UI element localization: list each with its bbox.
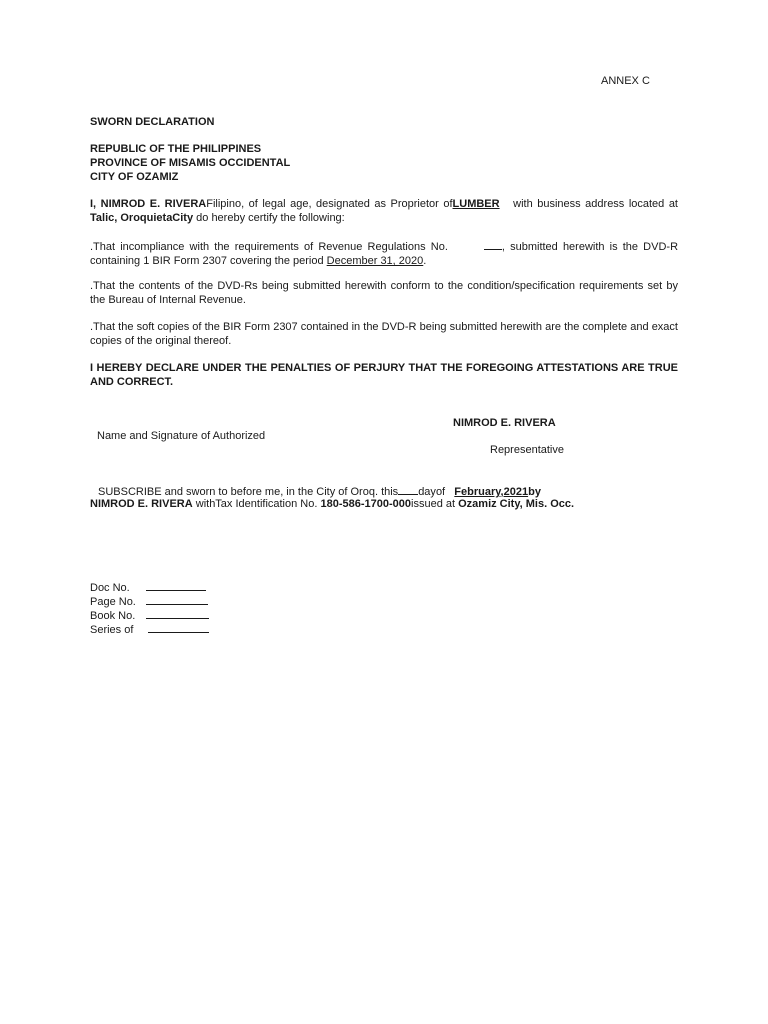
- paragraph-regulations: .That incompliance with the requirements of Revenue Regulations No. , submitted herewith is the DVD-R containing 1 BIR Form 2307 covering the period December 31, 2020.: [90, 238, 678, 268]
- page-no-blank: [146, 593, 208, 605]
- paragraph-contents: .That the contents of the DVD-Rs being submitted herewith conform to the condition/specification requirements set by the Bureau of Internal Revenue.: [90, 280, 678, 306]
- issue-place: Ozamiz City, Mis. Occ.: [458, 498, 575, 510]
- business-name: LUMBER: [452, 198, 500, 210]
- header-province: PROVINCE OF MISAMIS OCCIDENTAL: [90, 157, 291, 169]
- book-no-label: Book No.: [90, 610, 136, 622]
- declarant-name: NIMROD E. RIVERA: [100, 198, 207, 210]
- jurat-month: February,2021: [454, 486, 529, 498]
- day-blank: [398, 483, 418, 495]
- series-blank: [148, 621, 209, 633]
- series-label: Series of: [90, 624, 134, 636]
- jurat-line-1: SUBSCRIBE and sworn to before me, in the City of Oroq. this dayof February,2021by: [98, 483, 541, 499]
- paragraph-soft-copies: .That the soft copies of the BIR Form 2307 contained in the DVD-R being submitted herewith are the complete and exact copies of the original thereof.: [90, 321, 678, 347]
- declaration-statement: I HEREBY DECLARE UNDER THE PENALTIES OF PERJURY THAT THE FOREGOING ATTESTATIONS ARE TRUE AND CORRECT.: [90, 362, 678, 388]
- jurat-line-2: NIMROD E. RIVERA withTax Identification No. 180-586-1700-000issued at Ozamiz City, Mis. Occ.: [90, 498, 575, 510]
- series-row: [90, 621, 209, 637]
- doc-no-label: Doc No.: [90, 582, 130, 594]
- doc-no-blank: [146, 579, 206, 591]
- business-address: Talic, OroquietaCity: [90, 212, 194, 224]
- annex-label: ANNEX C: [601, 75, 650, 87]
- signature-label: Name and Signature of Authorized: [97, 430, 266, 442]
- signatory-name: NIMROD E. RIVERA: [453, 417, 556, 429]
- tin-number: 180-586-1700-000: [320, 498, 412, 510]
- coverage-period: December 31, 2020: [326, 255, 424, 267]
- page-no-label: Page No.: [90, 596, 136, 608]
- signatory-role: Representative: [490, 444, 564, 456]
- header-republic: REPUBLIC OF THE PHILIPPINES: [90, 143, 262, 155]
- intro-paragraph: I, NIMROD E. RIVERAFilipino, of legal age, designated as Proprietor ofLUMBER with business address located at Talic, OroquietaCity do hereby certify the following:: [90, 198, 678, 224]
- header-city: CITY OF OZAMIZ: [90, 171, 179, 183]
- document-title: SWORN DECLARATION: [90, 116, 215, 128]
- regulation-number-blank: [484, 238, 502, 250]
- book-no-blank: [146, 607, 209, 619]
- jurat-affiant-name: NIMROD E. RIVERA: [90, 498, 193, 510]
